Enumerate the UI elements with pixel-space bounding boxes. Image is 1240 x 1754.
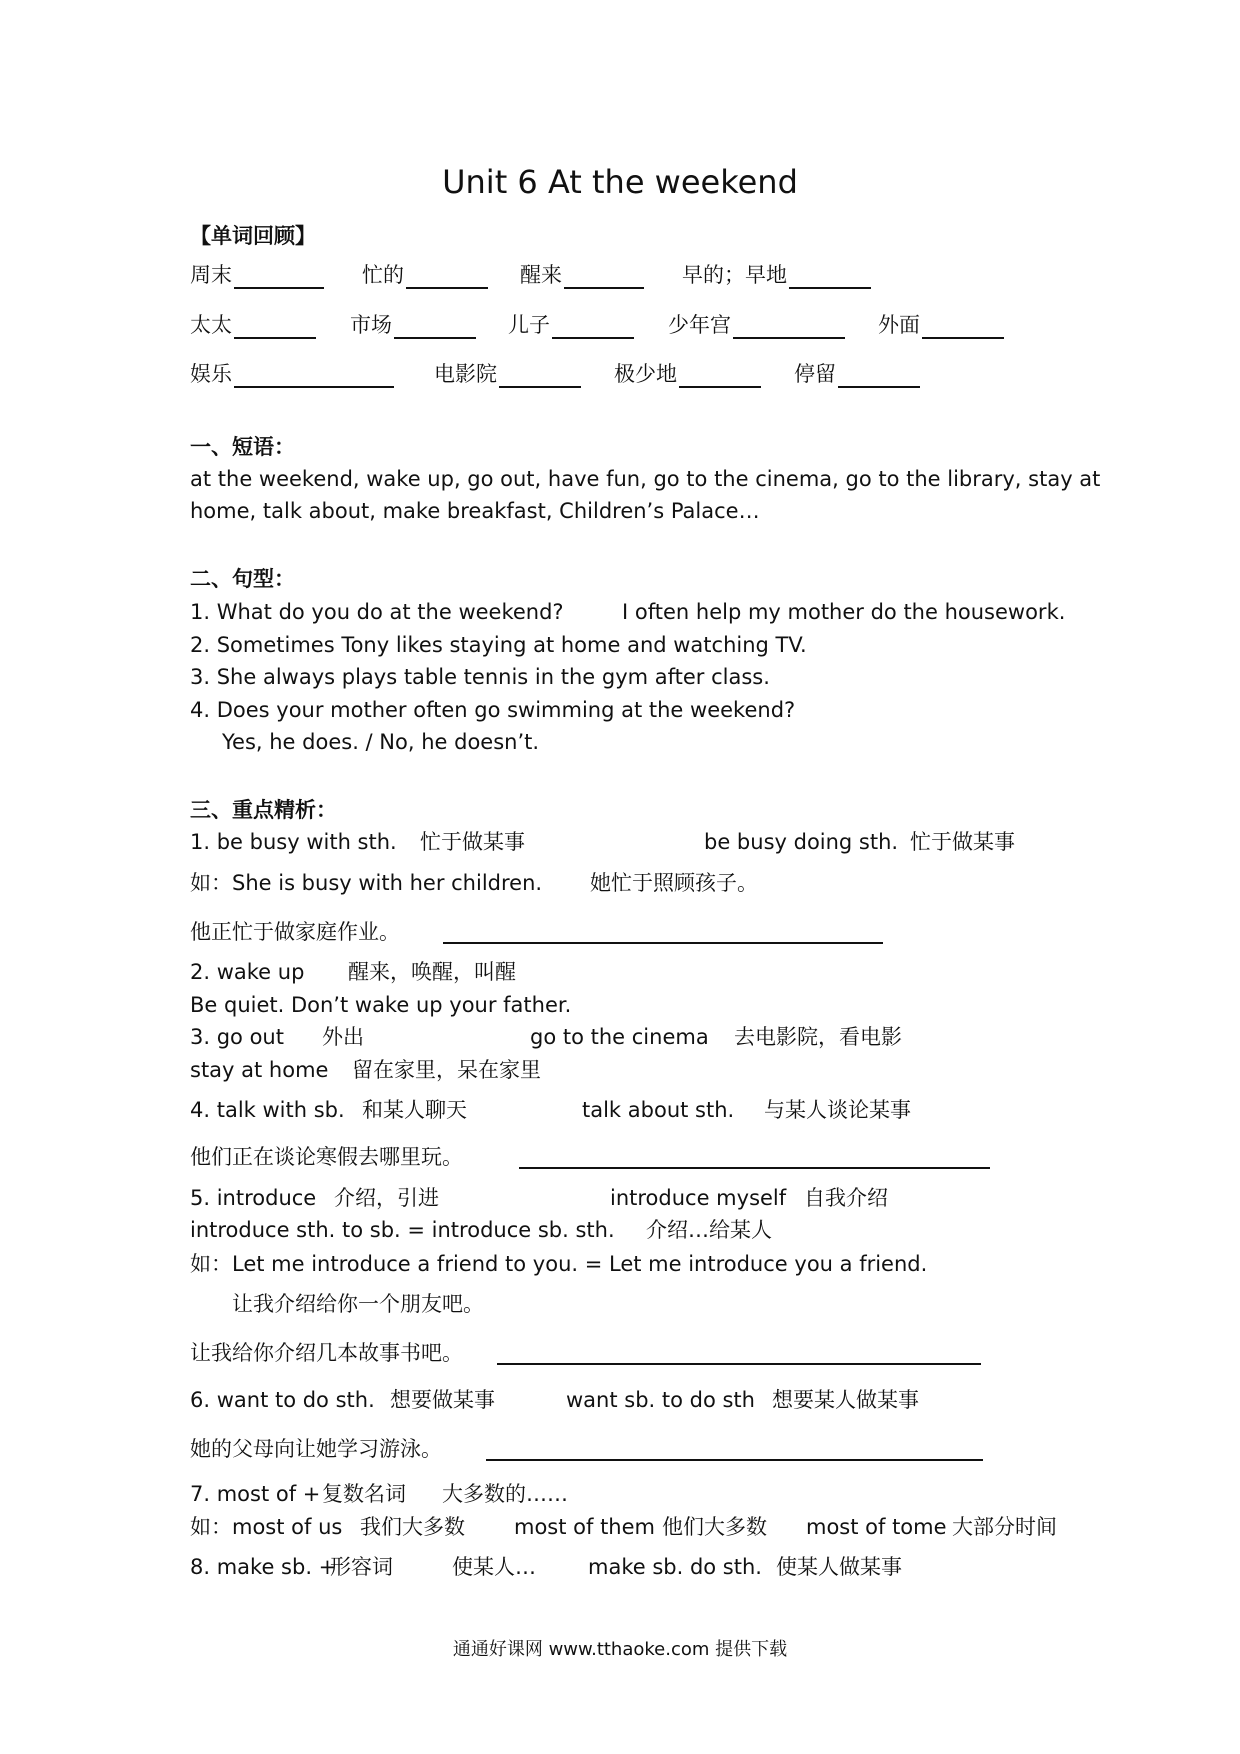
point-meaning: 去电影院，看电影 — [734, 1025, 902, 1049]
answer-blank[interactable] — [838, 364, 920, 388]
phrases-heading: 一、短语： — [190, 435, 295, 459]
answer-blank[interactable] — [394, 315, 476, 339]
sentence-4-answer: Yes, he does. / No, he doesn’t. — [222, 730, 540, 754]
answer-blank[interactable] — [922, 315, 1004, 339]
answer-blank[interactable] — [234, 364, 394, 388]
point-meaning: 醒来，唤醒，叫醒 — [348, 960, 516, 984]
answer-blank[interactable] — [552, 315, 634, 339]
point-phrase: talk about sth. — [582, 1098, 735, 1122]
point-meaning: 想要做某事 — [390, 1388, 495, 1412]
points-heading: 三、重点精析： — [190, 798, 337, 822]
point-meaning: 忙于做某事 — [420, 830, 525, 854]
answer-line[interactable] — [497, 1363, 981, 1365]
point-5-example: 如：Let me introduce a friend to you. = Let me introduce you a friend. — [190, 1252, 928, 1276]
point-6-exercise: 她的父母向让她学习游泳。 — [190, 1437, 442, 1461]
sentence-4: 4. Does your mother often go swimming at the weekend? — [190, 698, 796, 722]
point-5-example-translation: 让我介绍给你一个朋友吧。 — [232, 1292, 484, 1316]
point-meaning: 介绍…给某人 — [646, 1218, 772, 1242]
vocab-item: 醒来 — [520, 261, 644, 289]
vocab-item: 停留 — [794, 360, 920, 388]
answer-blank[interactable] — [234, 265, 324, 289]
example-sentence: 如：She is busy with her children. — [190, 871, 543, 895]
point-meaning: 忙于做某事 — [910, 830, 1015, 854]
vocab-item: 电影院 — [434, 360, 581, 388]
point-meaning: 大多数的…… — [442, 1482, 568, 1506]
point-4-exercise: 他们正在谈论寒假去哪里玩。 — [190, 1145, 463, 1169]
sentence-question: 1. What do you do at the weekend? — [190, 600, 564, 624]
example-phrase: most of tome — [806, 1515, 947, 1539]
answer-blank[interactable] — [789, 265, 871, 289]
vocab-item: 极少地 — [614, 360, 761, 388]
answer-line[interactable] — [519, 1167, 990, 1169]
answer-line[interactable] — [443, 942, 883, 944]
point-meaning: 使某人… — [452, 1555, 536, 1579]
answer-blank[interactable] — [234, 315, 316, 339]
answer-line[interactable] — [486, 1459, 983, 1461]
example-translation: 我们大多数 — [360, 1515, 465, 1539]
sentence-2: 2. Sometimes Tony likes staying at home and watching TV. — [190, 633, 807, 657]
phrases-line: home, talk about, make breakfast, Children’s Palace… — [190, 499, 760, 523]
point-phrase: 5. introduce — [190, 1186, 317, 1210]
answer-blank[interactable] — [499, 364, 581, 388]
point-meaning: 留在家里，呆在家里 — [352, 1058, 541, 1082]
point-meaning: 形容词 — [330, 1555, 393, 1579]
answer-blank[interactable] — [733, 315, 845, 339]
point-phrase: 2. wake up — [190, 960, 305, 984]
page-footer: 通通好课网 www.tthaoke.com 提供下载 — [452, 1639, 788, 1660]
point-meaning: 使某人做某事 — [776, 1555, 902, 1579]
example-translation: 他们大多数 — [662, 1515, 767, 1539]
point-phrase: go to the cinema — [530, 1025, 709, 1049]
point-meaning: 想要某人做某事 — [772, 1388, 919, 1412]
sentences-heading: 二、句型： — [190, 567, 295, 591]
point-phrase: 8. make sb. + — [190, 1555, 337, 1579]
point-2-example: Be quiet. Don’t wake up your father. — [190, 993, 572, 1017]
point-phrase: introduce sth. to sb. = introduce sb. sth. — [190, 1218, 615, 1242]
vocab-item: 太太 — [190, 311, 316, 339]
point-phrase: 7. most of + — [190, 1482, 321, 1506]
point-phrase: introduce myself — [610, 1186, 787, 1210]
point-meaning: 与某人谈论某事 — [764, 1098, 911, 1122]
vocab-item: 外面 — [878, 311, 1004, 339]
point-meaning: 和某人聊天 — [362, 1098, 467, 1122]
point-meaning: 自我介绍 — [804, 1186, 888, 1210]
sentence-3: 3. She always plays table tennis in the gym after class. — [190, 665, 770, 689]
answer-blank[interactable] — [564, 265, 644, 289]
point-phrase: make sb. do sth. — [588, 1555, 762, 1579]
example-phrase: 如：most of us — [190, 1515, 343, 1539]
answer-blank[interactable] — [406, 265, 488, 289]
answer-blank[interactable] — [679, 364, 761, 388]
page-title: Unit 6 At the weekend — [442, 163, 798, 201]
example-translation: 她忙于照顾孩子。 — [590, 871, 758, 895]
example-phrase: most of them — [514, 1515, 655, 1539]
point-phrase: want sb. to do sth — [566, 1388, 755, 1412]
point-phrase: 1. be busy with sth. — [190, 830, 397, 854]
point-phrase: be busy doing sth. — [704, 830, 899, 854]
point-5-exercise: 让我给你介绍几本故事书吧。 — [190, 1341, 463, 1365]
phrases-line: at the weekend, wake up, go out, have fun, go to the cinema, go to the library, stay at — [190, 467, 1101, 491]
vocab-item: 早的；早地 — [682, 261, 871, 289]
point-phrase: 6. want to do sth. — [190, 1388, 375, 1412]
point-1-exercise: 他正忙于做家庭作业。 — [190, 920, 400, 944]
point-meaning: 介绍，引进 — [334, 1186, 439, 1210]
vocab-item: 娱乐 — [190, 360, 394, 388]
vocab-item: 忙的 — [362, 261, 488, 289]
vocab-heading: 【单词回顾】 — [190, 224, 316, 248]
vocab-item: 儿子 — [508, 311, 634, 339]
point-meaning: 复数名词 — [322, 1482, 406, 1506]
point-meaning: 外出 — [322, 1025, 364, 1049]
vocab-item: 少年宫 — [668, 311, 845, 339]
point-phrase: stay at home — [190, 1058, 329, 1082]
sentence-answer: I often help my mother do the housework. — [622, 600, 1066, 624]
vocab-item: 市场 — [350, 311, 476, 339]
point-phrase: 3. go out — [190, 1025, 284, 1049]
example-translation: 大部分时间 — [952, 1515, 1057, 1539]
vocab-item: 周末 — [190, 261, 324, 289]
point-phrase: 4. talk with sb. — [190, 1098, 345, 1122]
